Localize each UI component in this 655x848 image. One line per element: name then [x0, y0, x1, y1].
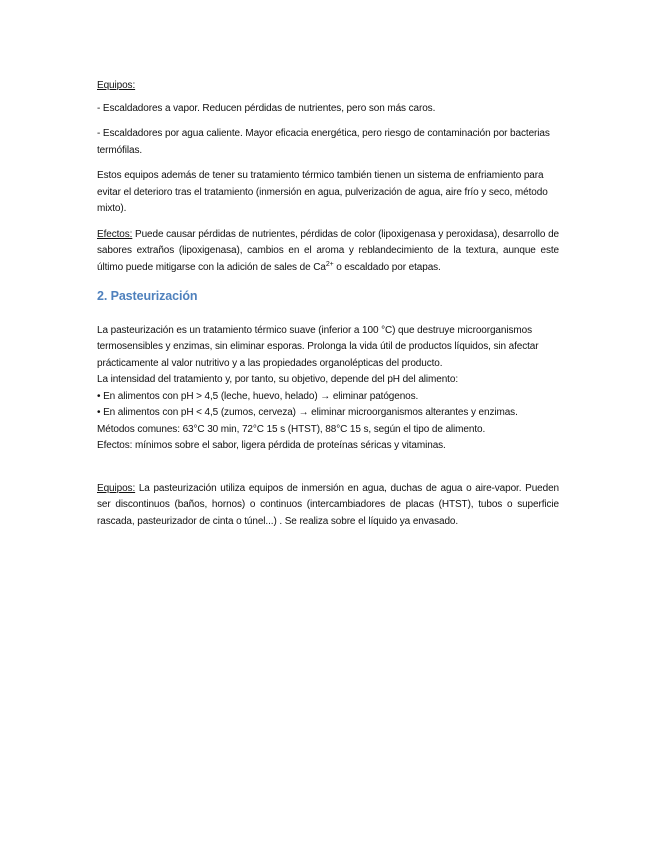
efectos-end: o escaldado por etapas.	[333, 261, 441, 273]
enfriamiento-paragraph: Estos equipos además de tener su tratamiento térmico también tienen un sistema de enfriamiento para evitar el deterioro tras el tratamiento (inmersión en agua, pulverización de agua, aire frío y seco, método mixto).	[97, 170, 548, 214]
pasteurizacion-metodos: Métodos comunes: 63°C 30 min, 72°C 15 s (HTST), 88°C 15 s, según el tipo de alimento.	[97, 423, 486, 435]
pasteurizacion-bullet-1: • En alimentos con pH > 4,5 (leche, huevo, helado) → eliminar patógenos.	[97, 390, 419, 402]
pasteurizacion-block	[97, 323, 559, 455]
pasteurizacion-bullet-2: • En alimentos con pH < 4,5 (zumos, cerveza) → eliminar microorganismos alterantes y enzimas.	[97, 407, 518, 418]
pasteurizacion-efectos: Efectos: mínimos sobre el sabor, ligera pérdida de proteínas séricas y vitaminas.	[97, 440, 446, 451]
equipos-heading: Equipos:	[97, 80, 136, 91]
equipos-pasteurizacion-label: Equipos:	[97, 482, 136, 494]
equipos-item-vapor: - Escaldadores a vapor. Reducen pérdidas de nutrientes, pero son más caros.	[97, 102, 436, 114]
equipos-pasteurizacion-paragraph	[97, 481, 559, 531]
efectos-text: Puede causar pérdidas de nutrientes, pérdidas de color (lipoxigenasa y peroxidasa), desarrollo de sabores extraños (lipoxigenasa), cambios en el aroma y reblandecimiento de la textura, aunque este último puede mitigarse con la adición de sales de Ca	[97, 228, 559, 273]
efectos-label: Efectos:	[97, 228, 133, 240]
section-heading-pasteurizacion: 2. Pasteurización	[97, 289, 198, 303]
calcium-superscript: 2+	[325, 260, 334, 268]
pasteurizacion-intensidad: La intensidad del tratamiento y, por tanto, su objetivo, depende del pH del alimento:	[97, 374, 458, 385]
equipos-item-agua: - Escaldadores por agua caliente. Mayor eficacia energética, pero riesgo de contaminación por bacterias termófilas.	[97, 128, 550, 156]
equipos-pasteurizacion-text: La pasteurización utiliza equipos de inmersión en agua, duchas de agua o aire-vapor. Pueden ser discontinuos (baños, hornos) o continuos (intercambiadores de placas (HTST), tubos o superficie rascada, pasteurizador de cinta o túnel...) . Se realiza sobre el líquido ya envasado.	[97, 482, 559, 527]
document-page	[97, 78, 559, 530]
efectos-paragraph	[97, 227, 559, 277]
pasteurizacion-intro: La pasteurización es un tratamiento térmico suave (inferior a 100 °C) que destruye microorganismos termosensibles y enzimas, sin eliminar esporas. Prolonga la vida útil de productos líquidos, sin afectar prácticamente al valor nutritivo y a las propiedades organolépticas del producto.	[97, 324, 539, 369]
